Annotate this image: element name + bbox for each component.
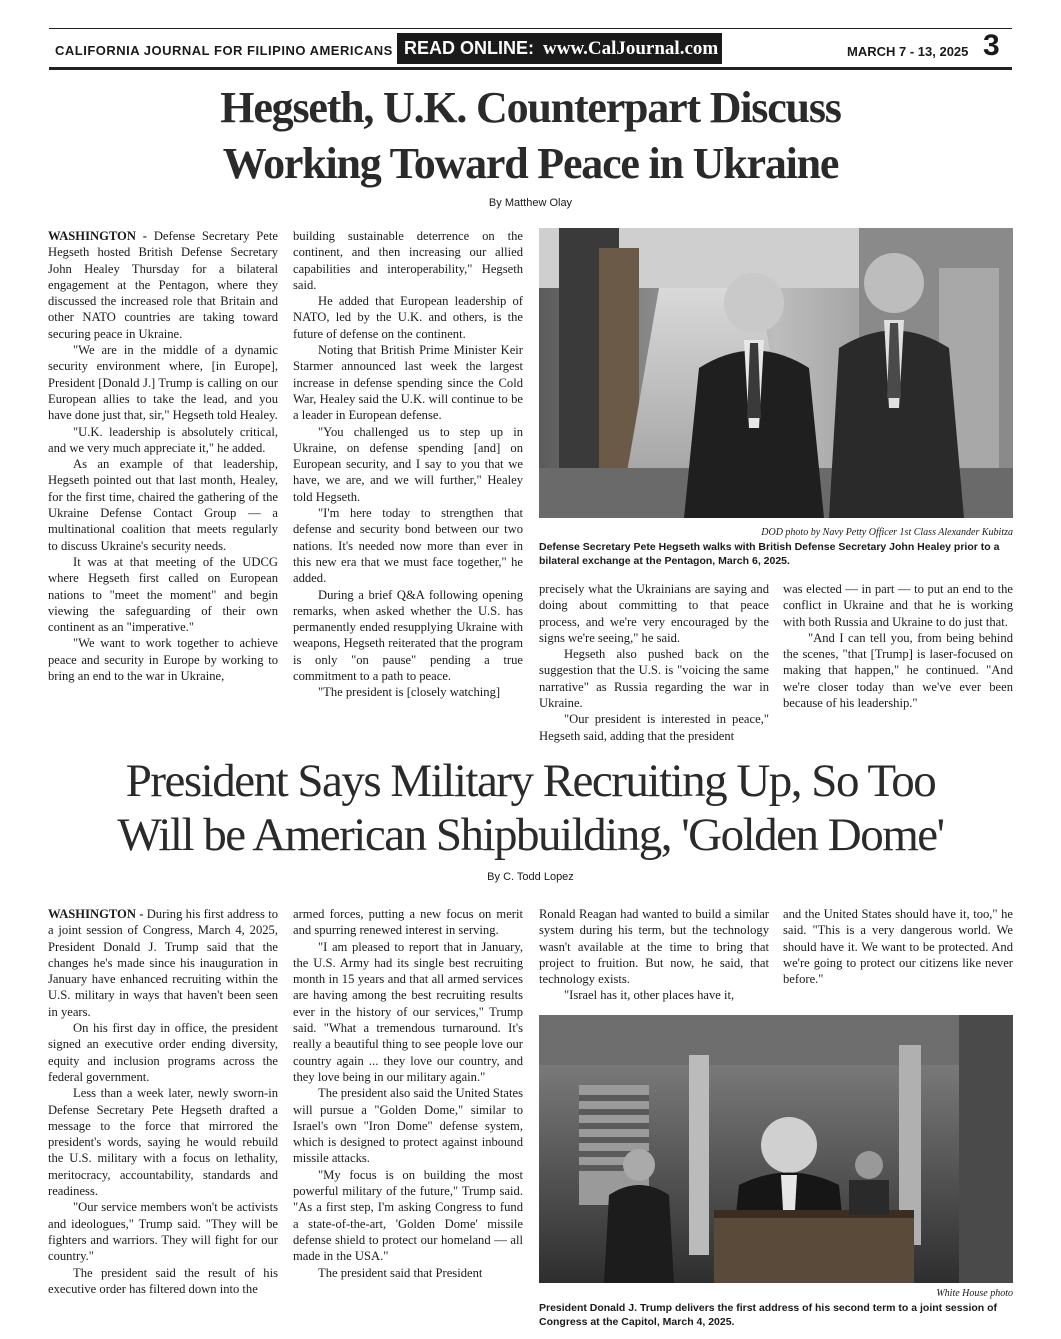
paragraph bbox=[48, 342, 278, 423]
paragraph bbox=[539, 581, 769, 646]
article1-byline: By Matthew Olay bbox=[488, 197, 573, 209]
website-url[interactable]: www.CalJournal.com bbox=[543, 38, 719, 59]
paragraph-text: "Our president is interested in peace," Hegseth said, adding that the president bbox=[539, 712, 769, 743]
article2-column-1 bbox=[48, 906, 278, 1297]
paragraph bbox=[293, 939, 523, 1086]
paragraph-text: During a brief Q&A following opening remarks, when asked whether the U.S. has permanently ended resupplying Ukraine with weapons, Hegseth reiterated that the program is only "on pause" pending a true commitment to a path to peace. bbox=[293, 587, 523, 684]
paragraph bbox=[48, 906, 278, 1020]
issue-date: MARCH 7 - 13, 2025 bbox=[847, 44, 969, 59]
paragraph-text: Noting that British Prime Minister Keir Starmer announced last week the largest increase in defense spending since the Cold War, Healey said the U.K. will continue to be a leader in European defense. bbox=[293, 343, 523, 423]
paragraph-text: "You challenged us to step up in Ukraine, on defense spending [and] on European security, and I say to you that we have, we are, and we will further," Healey told Hegseth. bbox=[293, 424, 523, 504]
read-online-banner[interactable] bbox=[397, 33, 722, 64]
paragraph-text: Ronald Reagan had wanted to build a similar system during his term, but the technology wasn't available at the time to bring that project to fruition. But now, he said, that technology exists. bbox=[539, 907, 769, 987]
article1-column-3 bbox=[539, 581, 769, 744]
article2-photo-credit: White House photo bbox=[936, 1288, 1013, 1299]
paragraph-text: "The president is [closely watching] bbox=[318, 685, 501, 700]
article1-photo-caption: Defense Secretary Pete Hegseth walks with British Defense Secretary John Healey prior to a bilateral exchange at the Pentagon, March 6, 2025. bbox=[539, 541, 1000, 567]
paragraph bbox=[539, 906, 769, 987]
paragraph bbox=[293, 1265, 523, 1281]
paragraph-text: As an example of that leadership, Hegseth pointed out that last month, Healey, for the first time, chaired the gathering of the Ukraine Defense Contact Group — a multinational coalition that meets regularly to discuss Ukraine's security needs. bbox=[48, 457, 278, 553]
paragraph-text: Hegseth also pushed back on the suggestion that the U.S. is "voicing the same narrative" as Russia regarding the war in Ukraine. bbox=[539, 647, 769, 711]
paragraph bbox=[48, 1199, 278, 1264]
paragraph-text: "We want to work together to achieve peace and security in Europe by working to bring an end to the war in Ukraine, bbox=[48, 636, 278, 684]
article1-headline-line1: Hegseth, U.K. Counterpart Discuss bbox=[220, 83, 841, 132]
paragraph bbox=[293, 342, 523, 423]
paragraph bbox=[48, 1265, 278, 1298]
paragraph-text: and the United States should have it, too," he said. "This is a very dangerous world. We should have it. We want to be protected. And we're going to protect our citizens like never before." bbox=[783, 907, 1013, 987]
paragraph bbox=[539, 711, 769, 744]
hegseth-healey-photo bbox=[539, 228, 1013, 518]
paragraph bbox=[293, 1085, 523, 1166]
page-number: 3 bbox=[983, 29, 1000, 62]
paragraph-text: precisely what the Ukrainians are saying and doing about committing to that peace process, and we're very encouraged by the signs we're seeing," he said. bbox=[539, 582, 769, 645]
paragraph bbox=[293, 424, 523, 505]
paragraph bbox=[539, 987, 769, 1003]
paragraph-text: "We are in the middle of a dynamic security environment where, [in Europe], President [Donald J.] Trump is calling on our European allies to take the lead, and you have done just that, sir," Hegseth told Healey. bbox=[48, 343, 278, 423]
article2-photo bbox=[539, 1015, 1013, 1283]
paragraph-text: The president said that President bbox=[318, 1265, 483, 1280]
paragraph bbox=[293, 1167, 523, 1265]
paragraph bbox=[48, 554, 278, 635]
paragraph-text: The president also said the United States will pursue a "Golden Dome," similar to Israel's own "Iron Dome" defense system, which is designed to protect against inbound missile attacks. bbox=[293, 1086, 523, 1166]
article1-photo bbox=[539, 228, 1013, 518]
paragraph-text: The president said the result of his executive order has filtered down into the bbox=[48, 1265, 278, 1296]
article2-column-4 bbox=[783, 906, 1013, 987]
article1-column-2 bbox=[293, 228, 523, 701]
article1-column-1 bbox=[48, 228, 278, 684]
paragraph-text: Defense Secretary Pete Hegseth hosted British Defense Secretary John Healey Thursday for a bilateral engagement at the Pentagon, where they discussed the increased role that Britain and other NATO countries are taking toward securing peace in Ukraine. bbox=[48, 229, 278, 341]
paragraph bbox=[783, 630, 1013, 711]
masthead bbox=[49, 28, 1012, 70]
article2-column-3 bbox=[539, 906, 769, 1004]
paragraph-text: armed forces, putting a new focus on merit and spurring renewed interest in serving. bbox=[293, 907, 523, 938]
paragraph bbox=[293, 505, 523, 586]
paragraph bbox=[293, 293, 523, 342]
paragraph-text: It was at that meeting of the UDCG where Hegseth first called on European nations to "meet the moment" and begin viewing the safeguarding of their own continent as an "imperative." bbox=[48, 554, 278, 635]
paragraph-text: During his first address to a joint session of Congress, March 4, 2025, President Donald J. Trump said that the changes he's made since his inauguration in January have enhanced recruiting within the U.S. military in ways that haven't been seen in years. bbox=[48, 907, 279, 1019]
article2-column-2 bbox=[293, 906, 523, 1281]
article2-byline: By C. Todd Lopez bbox=[487, 871, 574, 883]
paragraph-text: "My focus is on building the most powerful military of the future," Trump said. "As a first step, I'm asking Congress to fund a state-of-the-art, 'Golden Dome' missile defense shield to protect our homeland — all made in the USA." bbox=[293, 1167, 523, 1264]
article2-photo-caption: President Donald J. Trump delivers the first address of his second term to a joint session of Congress at the Capitol, March 4, 2025. bbox=[539, 1302, 998, 1328]
paragraph bbox=[293, 906, 523, 939]
read-online-label: READ ONLINE: bbox=[404, 38, 534, 58]
paragraph bbox=[48, 456, 278, 554]
paragraph bbox=[293, 587, 523, 685]
publication-name: CALIFORNIA JOURNAL FOR FILIPINO AMERICANS bbox=[55, 43, 393, 58]
paragraph bbox=[48, 1085, 278, 1199]
paragraph-text: building sustainable deterrence on the continent, and then increasing our allied capabilities and interoperability," Hegseth said. bbox=[293, 229, 523, 292]
paragraph bbox=[293, 228, 523, 293]
paragraph-text: Less than a week later, newly sworn-in Defense Secretary Pete Hegseth drafted a message to the force that mirrored the president's words, saying he would rebuild the U.S. military with a focus on lethality, meritocracy, accountability, standards and readiness. bbox=[48, 1086, 278, 1199]
paragraph bbox=[783, 906, 1013, 987]
paragraph-text: "I am pleased to report that in January, the U.S. Army had its single best recruiting month in 15 years and that all armed services are having among the best recruiting results ever in the history of our services," Trump said. "What a tremendous turnaround. It's really a beautiful thing to see people love our country again ... they love our country, and they love being in our military again." bbox=[293, 939, 523, 1084]
dateline: WASHINGTON - bbox=[48, 907, 144, 921]
paragraph bbox=[48, 228, 278, 342]
paragraph bbox=[48, 424, 278, 457]
paragraph bbox=[539, 646, 769, 711]
article2-headline-line1: President Says Military Recruiting Up, So Too bbox=[125, 755, 936, 807]
paragraph-text: "Israel has it, other places have it, bbox=[564, 988, 735, 1003]
article2-headline-line2: Will be American Shipbuilding, 'Golden Dome' bbox=[117, 809, 944, 861]
article1-photo-credit: DOD photo by Navy Petty Officer 1st Class Alexander Kubitza bbox=[761, 527, 1013, 538]
paragraph bbox=[293, 684, 523, 700]
paragraph-text: "And I can tell you, from being behind the scenes, "that [Trump] is laser-focused on making that happen," he continued. "And we're closer today than we've ever been because of his leadership." bbox=[783, 630, 1013, 711]
article1-headline-line2: Working Toward Peace in Ukraine bbox=[222, 139, 839, 188]
paragraph bbox=[48, 1020, 278, 1085]
trump-congress-photo bbox=[539, 1015, 1013, 1283]
paragraph-text: "U.K. leadership is absolutely critical, and we very much appreciate it," he added. bbox=[48, 424, 278, 455]
paragraph bbox=[783, 581, 1013, 630]
paragraph-text: He added that European leadership of NATO, led by the U.K. and others, is the future of defense on the continent. bbox=[293, 294, 523, 341]
paragraph-text: On his first day in office, the president signed an executive order ending diversity, equity and inclusion programs across the federal government. bbox=[48, 1021, 278, 1084]
article1-column-4 bbox=[783, 581, 1013, 711]
dateline: WASHINGTON - bbox=[48, 229, 147, 243]
paragraph bbox=[48, 635, 278, 684]
paragraph-text: "I'm here today to strengthen that defense and security bond between our two nations. It's needed now more than ever in this new era that we must face together," he added. bbox=[293, 506, 523, 586]
paragraph-text: "Our service members won't be activists and ideologues," Trump said. "They will be fighters and warriors. They will fight for our country." bbox=[48, 1200, 278, 1264]
paragraph-text: was elected — in part — to put an end to the conflict in Ukraine and that he is working with both Russia and Ukraine to do just that. bbox=[783, 582, 1013, 629]
